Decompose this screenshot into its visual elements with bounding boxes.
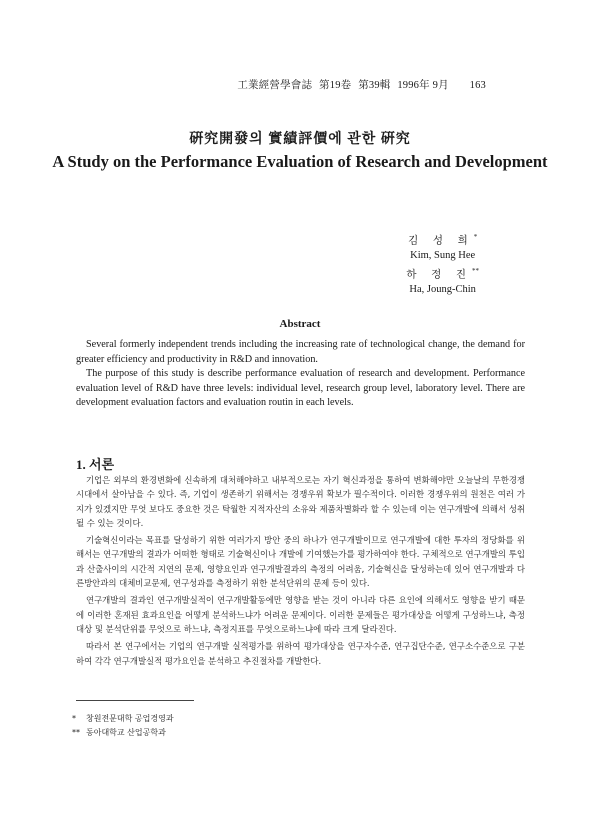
journal-volume: 第19卷 (319, 80, 352, 91)
author-2-korean: 하 정 진** (406, 266, 479, 281)
running-head (233, 77, 486, 92)
footnote-1: * 창원전문대학 공업경영과 (72, 714, 174, 723)
abstract-body (76, 338, 525, 411)
author-1-korean: 김 성 희* (408, 233, 478, 247)
abstract-paragraph: Several formerly independent trends including the increasing rate of technological change, the demand for greater efficiency and productivity in R&D and innovation. (76, 339, 525, 365)
page-number: 163 (469, 80, 486, 91)
footnote-2: ** 동아대학교 산업공학과 (72, 727, 166, 737)
journal-name: 工業經營學會誌 (237, 80, 313, 91)
footnote-divider (76, 700, 194, 701)
footnotes (72, 712, 174, 739)
section-heading: 1. 서론 (76, 457, 115, 472)
body-paragraph: 기술혁신이라는 목표를 달성하기 위한 여러가지 방안 중의 하나가 연구개발이므로 연구개발에 대한 투자의 정당화를 위해서는 연구개발의 결과가 어떠한 형태로 기술혁신이나 개발에 기여했는가를 평가하여야 한다. 구체적으로 연구개발의 투입과 산출사이의 시간적 지연의 문제, 영향요인과 연구개발결과의 측정의 어려움, 기술혁신을 달성하는데 있어 연구개발과 다른방안과의 대체비교문제, 연구성과를 측정하기 위한 분석단위의 문제 등이 있다. (76, 535, 525, 589)
author-1-english: Kim, Sung Hee (410, 250, 476, 262)
journal-issue: 第39輯 (358, 80, 391, 91)
journal-date: 1996年 9月 (397, 80, 449, 91)
abstract-heading: Abstract (279, 318, 321, 330)
body-paragraph: 연구개발의 결과인 연구개발실적이 연구개발활동에만 영향을 받는 것이 아니라 다른 요인에 의해서도 영향을 받기 때문에 이러한 혼재된 효과요인을 어떻게 분석하느냐가 어려운 문제이다. 이러한 문제들은 평가대상을 어떻게 구성하느냐, 측정대상 및 분석단위를 무엇으로 하느냐, 측정지표를 무엇으로하느냐에 따라 크게 달라진다. (76, 595, 525, 634)
author-block (406, 230, 479, 297)
abstract-paragraph: The purpose of this study is describe performance evaluation of research and development. Performance evaluation level of R&D have three levels: individual level, research group level, laboratory level. There are development evaluation factors and evaluation routin in each levels. (76, 368, 525, 409)
author-2-english: Ha, Joung-Chin (409, 283, 476, 295)
section-body (76, 473, 525, 671)
title-english: A Study on the Performance Evaluation of Research and Development (52, 152, 548, 171)
body-paragraph: 따라서 본 연구에서는 기업의 연구개발 실적평가를 위하여 평가대상을 연구자수준, 연구집단수준, 연구소수준으로 구분하여 각각 연구개발실적 평가요인을 분석하고 추진절차를 개발한다. (76, 641, 525, 666)
title-korean: 硏究開發의 實績評價에 관한 硏究 (189, 132, 411, 147)
body-paragraph: 기업은 외부의 환경변화에 신속하게 대처해야하고 내부적으로는 자기 혁신과정을 통하여 변화해야만 오늘날의 무한경쟁시대에서 살아남을 수 있다. 즉, 기업이 생존하기 위해서는 경쟁우위 확보가 필수적이다. 이러한 경쟁우위의 원천은 여러 가지가 있겠지만 무엇 보다도 중요한 것은 탁월한 지적자산의 소유와 제품차별화라 할 수 있는데 이는 연구개발에 의해서 성취될 수 있는 것이다. (76, 475, 525, 528)
